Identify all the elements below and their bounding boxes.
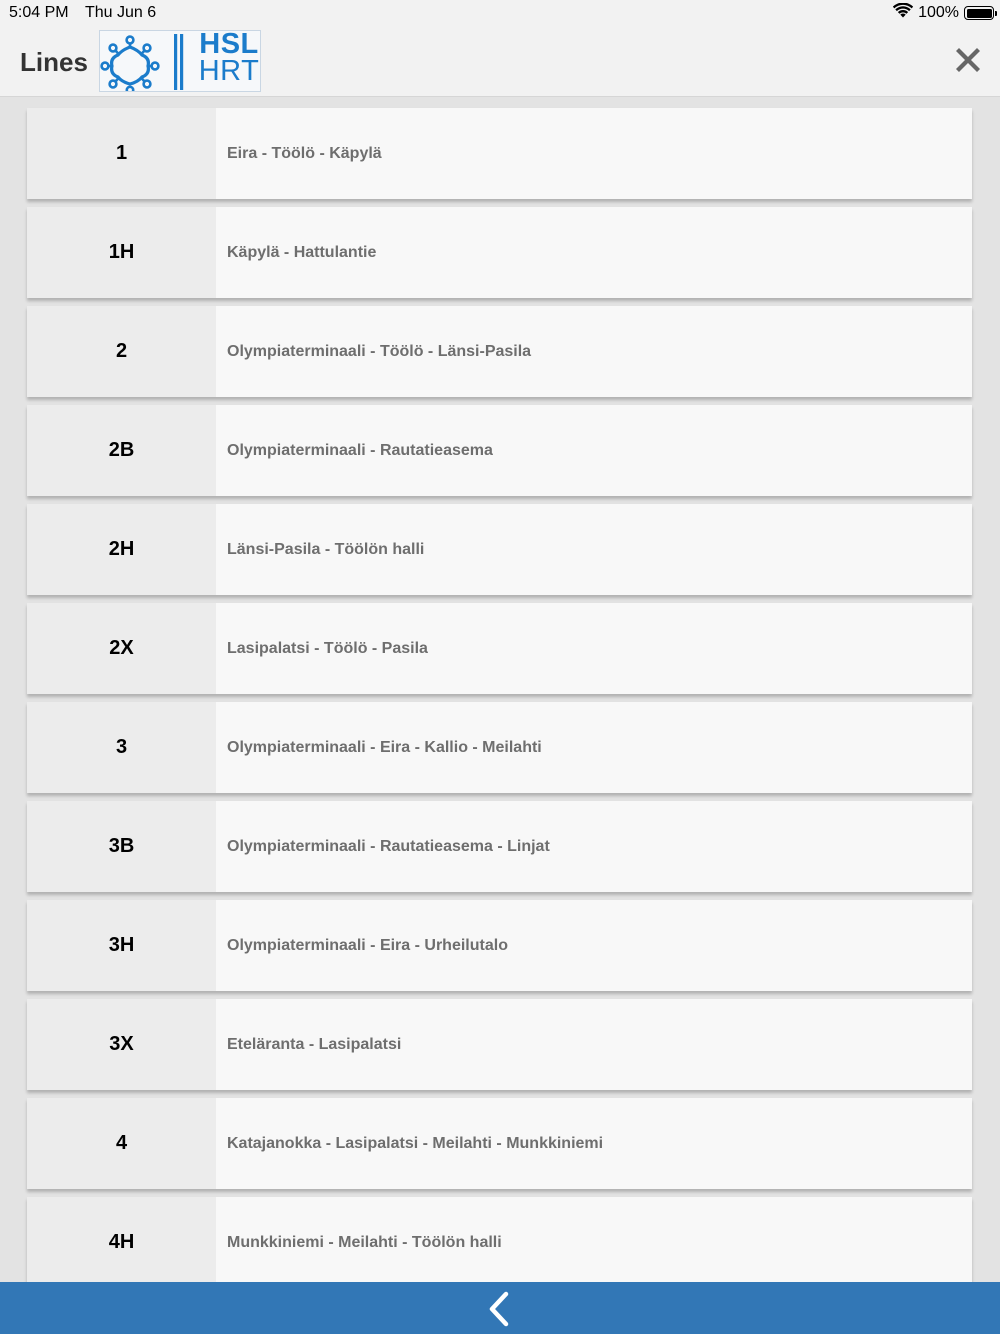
line-route: Olympiaterminaali - Töölö - Länsi-Pasila	[227, 342, 532, 360]
line-route: Olympiaterminaali - Eira - Urheilutalo	[227, 936, 508, 954]
line-number: 2B	[27, 405, 216, 496]
line-row[interactable]	[27, 108, 972, 199]
page-title: Lines	[20, 47, 88, 77]
battery-icon	[964, 6, 994, 20]
line-number: 3B	[27, 801, 216, 892]
back-button[interactable]	[480, 1290, 520, 1328]
line-route: Katajanokka - Lasipalatsi - Meilahti - Munkkiniemi	[227, 1134, 604, 1152]
status-date: Thu Jun 6	[85, 4, 157, 21]
line-row[interactable]	[27, 405, 972, 496]
line-number: 4H	[27, 1197, 216, 1282]
line-number: 4	[27, 1098, 216, 1189]
line-row[interactable]	[27, 603, 972, 694]
line-route: Käpylä - Hattulantie	[227, 243, 377, 261]
line-number: 2X	[27, 603, 216, 694]
status-time: 5:04 PM	[9, 4, 69, 21]
line-route: Olympiaterminaali - Rautatieasema - Linjat	[227, 837, 550, 855]
line-number: 3H	[27, 900, 216, 991]
bottom-nav-bar	[0, 1282, 1000, 1334]
line-number: 2H	[27, 504, 216, 595]
line-row[interactable]	[27, 504, 972, 595]
line-route: Olympiaterminaali - Rautatieasema	[227, 441, 493, 459]
status-bar	[0, 0, 1000, 27]
line-number: 3	[27, 702, 216, 793]
line-number: 1	[27, 108, 216, 199]
line-row[interactable]	[27, 702, 972, 793]
status-indicators	[893, 3, 994, 23]
line-row[interactable]	[27, 900, 972, 991]
lines-list[interactable]	[0, 97, 1000, 1282]
line-route: Lasipalatsi - Töölö - Pasila	[227, 639, 428, 657]
logo-text-hrt: HRT	[198, 55, 260, 87]
line-route: Olympiaterminaali - Eira - Kallio - Meilahti	[227, 738, 542, 756]
line-row[interactable]	[27, 1098, 972, 1189]
wifi-icon	[893, 3, 913, 24]
line-row[interactable]	[27, 801, 972, 892]
line-route: Eira - Töölö - Käpylä	[227, 144, 382, 162]
line-row[interactable]	[27, 1197, 972, 1282]
line-route: Munkkiniemi - Meilahti - Töölön halli	[227, 1233, 502, 1251]
logo-text-hsl: HSL	[199, 28, 259, 60]
line-route: Eteläranta - Lasipalatsi	[227, 1035, 402, 1053]
line-number: 1H	[27, 207, 216, 298]
chevron-left-icon	[480, 1290, 520, 1328]
line-number: 3X	[27, 999, 216, 1090]
close-icon	[954, 46, 982, 74]
line-row[interactable]	[27, 999, 972, 1090]
line-row[interactable]	[27, 207, 972, 298]
line-route: Länsi-Pasila - Töölön halli	[227, 540, 425, 558]
line-row[interactable]	[27, 306, 972, 397]
line-number: 2	[27, 306, 216, 397]
battery-percent: 100%	[918, 4, 959, 21]
close-button[interactable]	[954, 46, 982, 74]
app-header	[0, 27, 1000, 97]
